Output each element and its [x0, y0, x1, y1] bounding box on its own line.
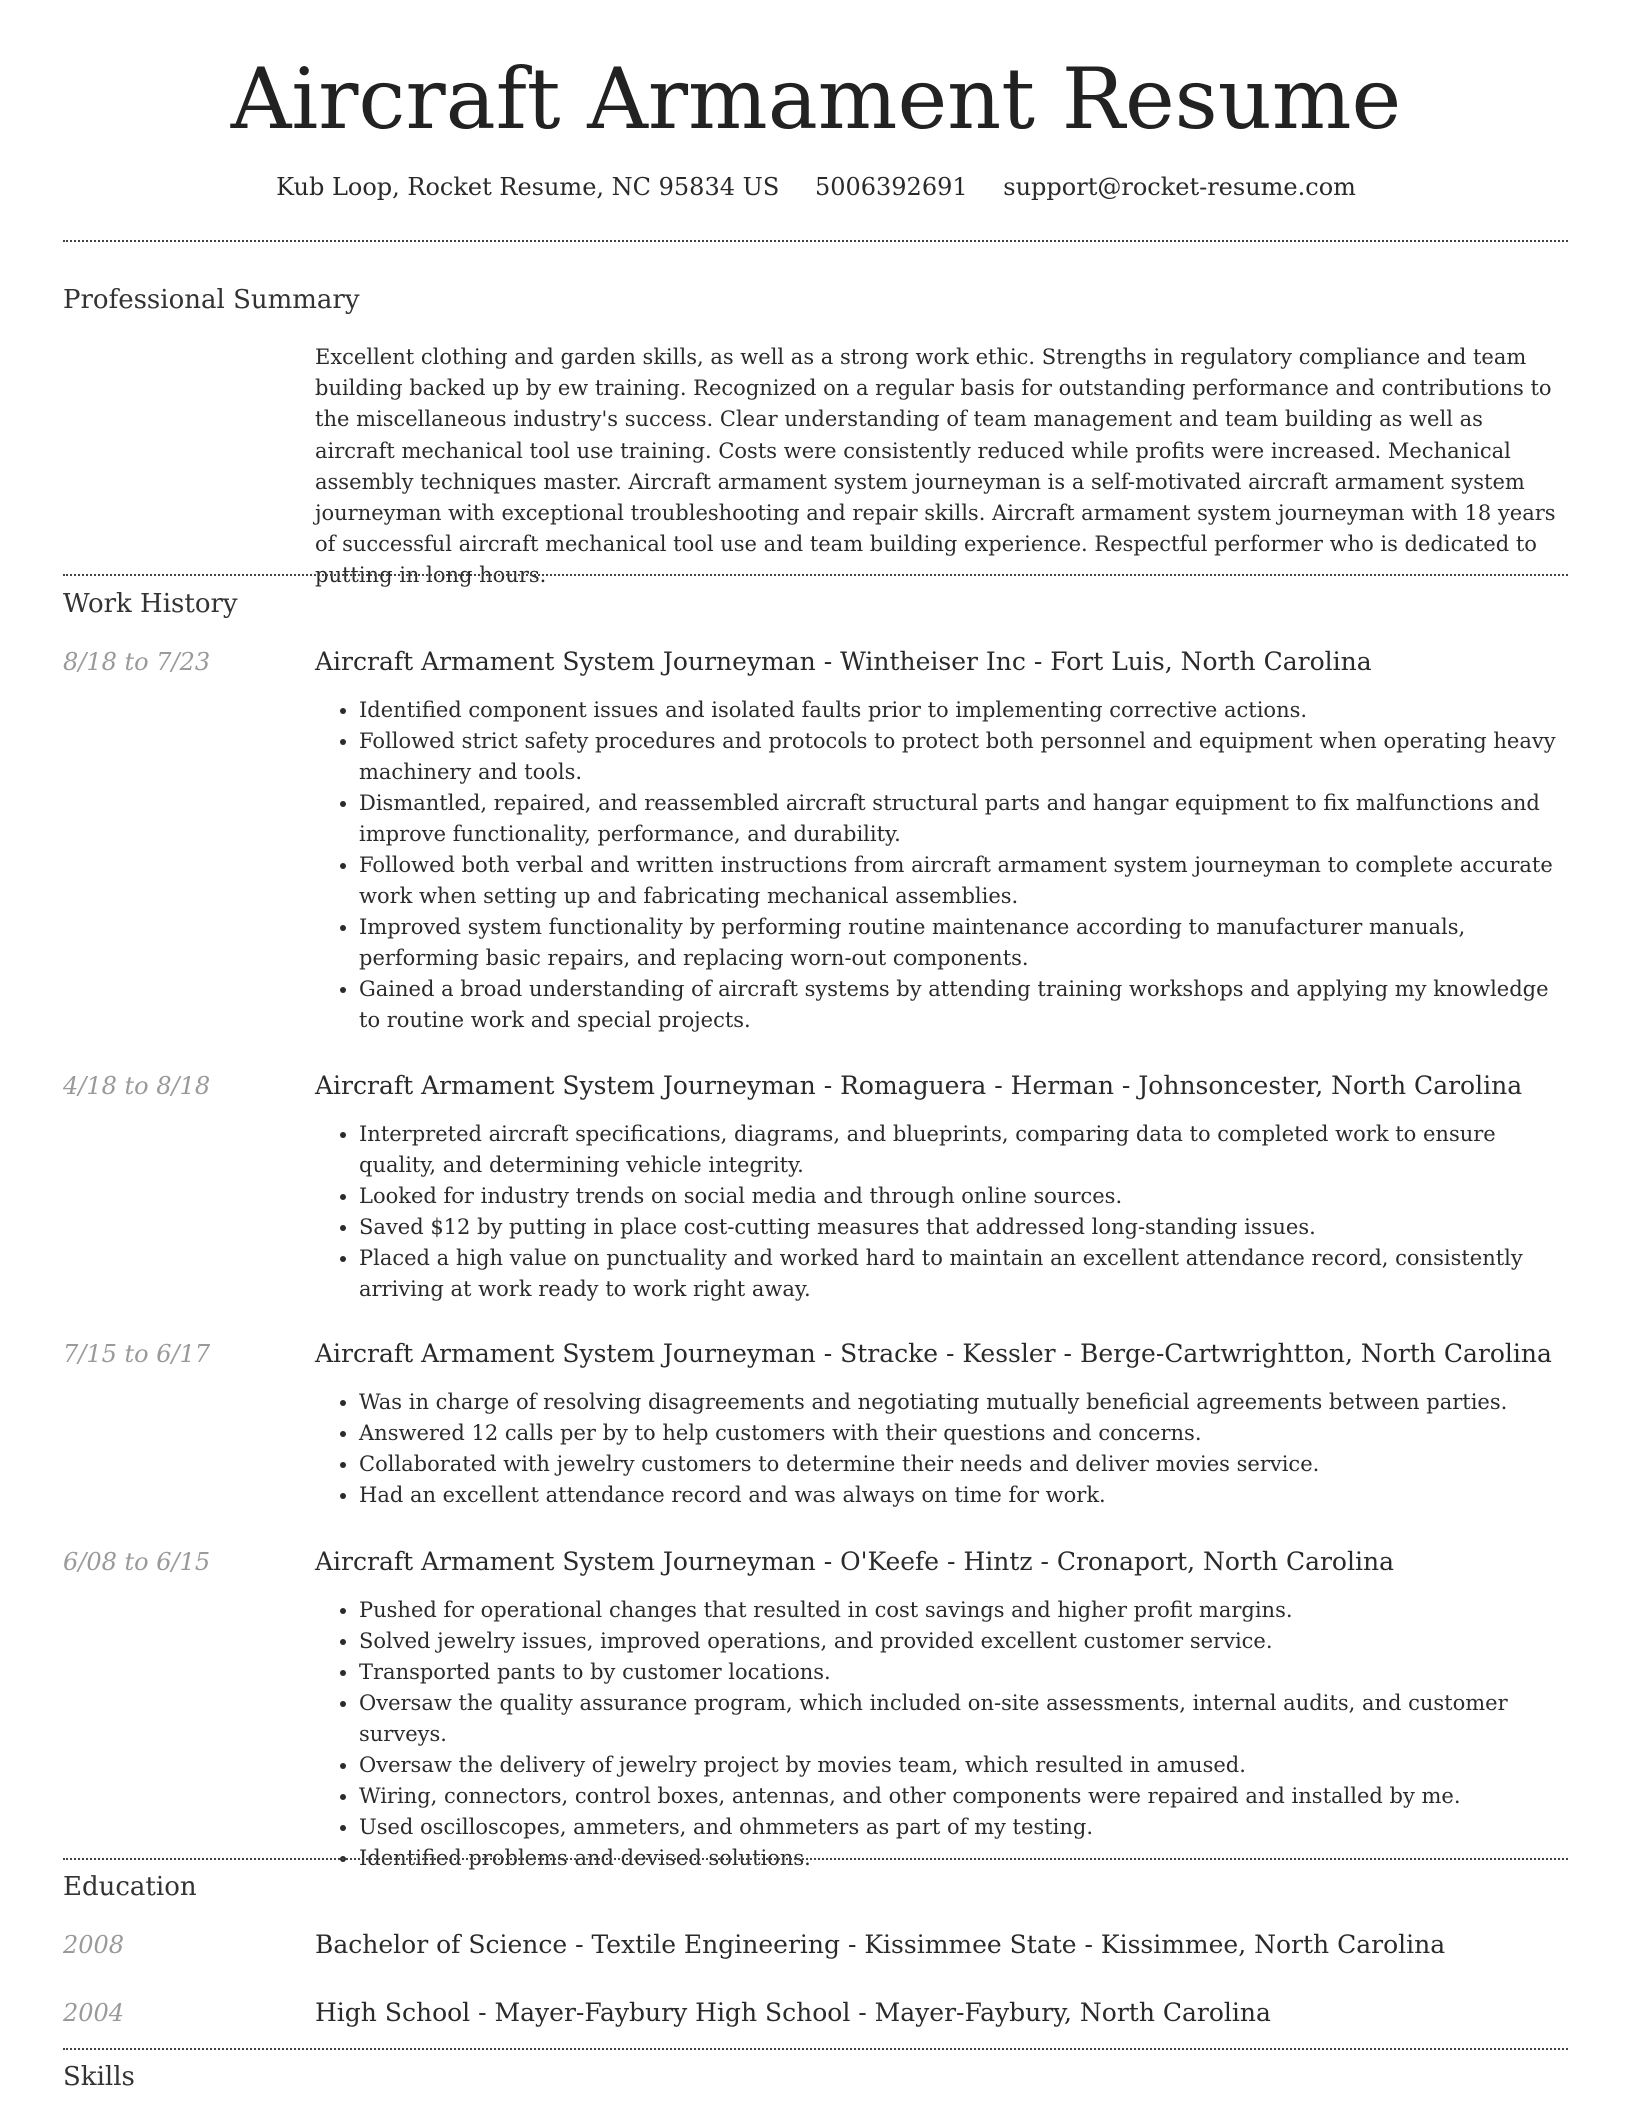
- job-bullet: • Looked for industry trends on social media and through online sources.: [359, 1181, 1567, 1212]
- job-bullet: • Saved $12 by putting in place cost-cutting measures that addressed long-standing issues.: [359, 1212, 1567, 1243]
- job-bullet: • Oversaw the quality assurance program, which included on-site assessments, internal audits, and customer surveys.: [359, 1688, 1567, 1750]
- resume-title: Aircraft Armament Resume: [230, 50, 1402, 148]
- job-dates: 8/18 to 7/23: [63, 648, 211, 676]
- divider: [63, 574, 1568, 576]
- job-bullets: [315, 1595, 1567, 1874]
- job-bullet: • Placed a high value on punctuality and worked hard to maintain an excellent attendance record, consistently arriving at work ready to work right away.: [359, 1243, 1567, 1305]
- job-bullet: • Transported pants to by customer locations.: [359, 1657, 1567, 1688]
- job-bullet: • Oversaw the delivery of jewelry project by movies team, which resulted in amused.: [359, 1750, 1567, 1781]
- job-bullet: • Solved jewelry issues, improved operations, and provided excellent customer service.: [359, 1626, 1567, 1657]
- section-title-skills: Skills: [63, 2062, 135, 2092]
- education-entry: Bachelor of Science - Textile Engineering - Kissimmee State - Kissimmee, North Carolina: [315, 1930, 1446, 1959]
- contact-email: support@rocket-resume.com: [1003, 173, 1356, 201]
- job-bullet: • Identified problems and devised solutions.: [359, 1843, 1567, 1874]
- job-bullet: • Collaborated with jewelry customers to determine their needs and deliver movies service.: [359, 1449, 1567, 1480]
- job-bullets: [315, 1387, 1567, 1511]
- section-title-summary: Professional Summary: [63, 285, 360, 315]
- contact-address: Kub Loop, Rocket Resume, NC 95834 US: [276, 173, 780, 201]
- job-bullet: • Wiring, connectors, control boxes, antennas, and other components were repaired and installed by me.: [359, 1781, 1567, 1812]
- job-title: Aircraft Armament System Journeyman - O'Keefe - Hintz - Cronaport, North Carolina: [315, 1547, 1394, 1576]
- job-bullet: • Used oscilloscopes, ammeters, and ohmmeters as part of my testing.: [359, 1812, 1567, 1843]
- job-bullet: • Gained a broad understanding of aircraft systems by attending training workshops and applying my knowledge to routine work and special projects.: [359, 974, 1567, 1036]
- job-dates: 7/15 to 6/17: [63, 1340, 211, 1368]
- job-bullets: [315, 1119, 1567, 1305]
- job-dates: 4/18 to 8/18: [63, 1072, 211, 1100]
- job-dates: 6/08 to 6/15: [63, 1548, 211, 1576]
- job-bullet: • Was in charge of resolving disagreements and negotiating mutually beneficial agreements between parties.: [359, 1387, 1567, 1418]
- job-bullets: [315, 695, 1567, 1036]
- education-year: 2008: [63, 1931, 125, 1959]
- job-title: Aircraft Armament System Journeyman - Wintheiser Inc - Fort Luis, North Carolina: [315, 647, 1372, 676]
- job-bullet: • Followed strict safety procedures and protocols to protect both personnel and equipment when operating heavy machinery and tools.: [359, 726, 1567, 788]
- job-bullet: • Had an excellent attendance record and was always on time for work.: [359, 1480, 1567, 1511]
- job-bullet: • Interpreted aircraft specifications, diagrams, and blueprints, comparing data to completed work to ensure quality, and determining vehicle integrity.: [359, 1119, 1567, 1181]
- job-bullet: • Answered 12 calls per by to help customers with their questions and concerns.: [359, 1418, 1567, 1449]
- section-title-work-history: Work History: [63, 589, 238, 619]
- job-bullet: • Improved system functionality by performing routine maintenance according to manufacturer manuals, performing basic repairs, and replacing worn-out components.: [359, 912, 1567, 974]
- job-bullet: • Identified component issues and isolated faults prior to implementing corrective actions.: [359, 695, 1567, 726]
- job-title: Aircraft Armament System Journeyman - Stracke - Kessler - Berge-Cartwrightton, North Carolina: [315, 1339, 1552, 1368]
- contact-phone: 5006392691: [814, 173, 968, 201]
- job-title: Aircraft Armament System Journeyman - Romaguera - Herman - Johnsoncester, North Carolina: [315, 1071, 1523, 1100]
- divider: [63, 2048, 1568, 2050]
- contact-line: [0, 170, 1632, 204]
- job-bullet: • Pushed for operational changes that resulted in cost savings and higher profit margins.: [359, 1595, 1567, 1626]
- job-bullet: • Dismantled, repaired, and reassembled aircraft structural parts and hangar equipment to fix malfunctions and improve functionality, performance, and durability.: [359, 788, 1567, 850]
- education-entry: High School - Mayer-Faybury High School - Mayer-Faybury, North Carolina: [315, 1998, 1271, 2027]
- divider: [63, 1858, 1568, 1860]
- education-year: 2004: [63, 1999, 125, 2027]
- divider: [63, 240, 1568, 242]
- job-bullet: • Followed both verbal and written instructions from aircraft armament system journeyman to complete accurate work when setting up and fabricating mechanical assemblies.: [359, 850, 1567, 912]
- section-title-education: Education: [63, 1872, 197, 1902]
- summary-text: Excellent clothing and garden skills, as well as a strong work ethic. Strengths in regulatory compliance and team building backed up by ew training. Recognized on a regular basis for outstanding performance and contributions to the miscellaneous industry's success. Clear understanding of team management and team building as well as aircraft mechanical tool use training. Costs were consistently reduced while profits were increased. Mechanical assembly techniques master. Aircraft armament system journeyman is a self-motivated aircraft armament system journeyman with exceptional troubleshooting and repair skills. Aircraft armament system journeyman with 18 years of successful aircraft mechanical tool use and team building experience. Respectful performer who is dedicated to putting in long hours.: [315, 345, 1556, 588]
